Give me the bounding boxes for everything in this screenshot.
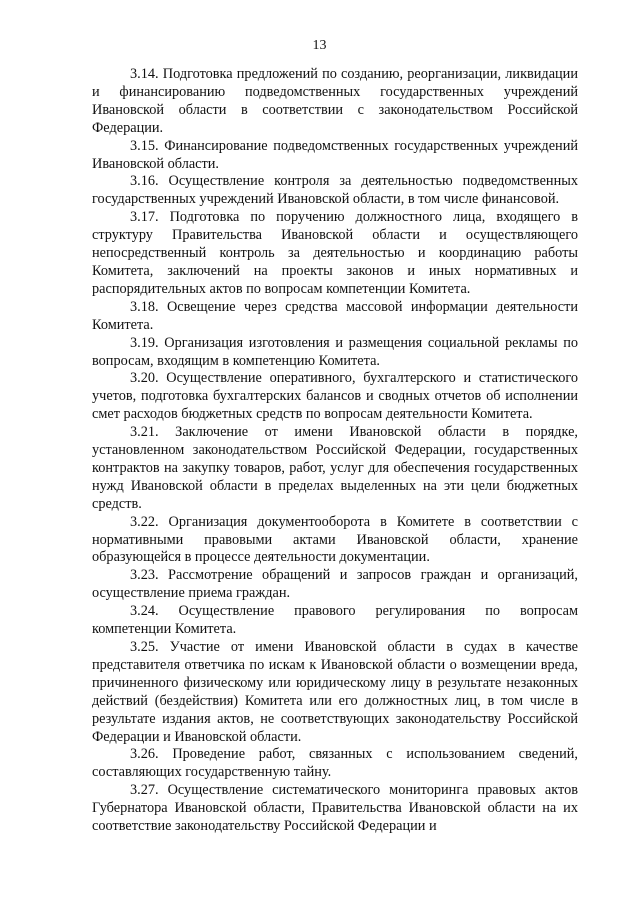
paragraph-3-22: 3.22. Организация документооборота в Комитете в соответствии с нормативными правовыми актами Ивановской области, хранение образующейся в процессе деятельности документации. xyxy=(92,513,578,566)
paragraph-3-17: 3.17. Подготовка по поручению должностного лица, входящего в структуру Правительства Ивановской области и осуществляющего непосредственный контроль за деятельностью и координацию работы Комитета, заключений на проекты законов и иных нормативных и распорядительных актов по вопросам компетенции Комитета. xyxy=(92,209,578,297)
paragraph-3-16: 3.16. Осуществление контроля за деятельностью подведомственных государственных учреждений Ивановской области, в том числе финансовой. xyxy=(92,173,578,208)
paragraph-3-21: 3.21. Заключение от имени Ивановской области в порядке, установленном законодательством Российской Федерации, государственных контрактов на закупку товаров, работ, услуг для обеспечения государственных нужд Ивановской области в пределах выделенных на эти цели бюджетных средств. xyxy=(92,424,578,512)
paragraph-3-24: 3.24. Осуществление правового регулирования по вопросам компетенции Комитета. xyxy=(92,603,578,638)
paragraph-3-26: 3.26. Проведение работ, связанных с использованием сведений, составляющих государственную тайну. xyxy=(92,746,578,781)
paragraph-3-14: 3.14. Подготовка предложений по созданию, реорганизации, ликвидации и финансированию подведомственных государственных учреждений Ивановской области в соответствии с законодательством Российской Федерации. xyxy=(92,66,578,136)
paragraph-3-27: 3.27. Осуществление систематического мониторинга правовых актов Губернатора Ивановской области, Правительства Ивановской области на их соответствие законодательству Российской Федерации и xyxy=(92,782,578,835)
paragraph-3-18: 3.18. Освещение через средства массовой информации деятельности Комитета. xyxy=(92,298,578,333)
paragraph-3-23: 3.23. Рассмотрение обращений и запросов граждан и организаций, осуществление приема граждан. xyxy=(92,567,578,602)
paragraph-3-25: 3.25. Участие от имени Ивановской области в судах в качестве представителя ответчика по искам к Ивановской области о возмещении вреда, причиненного физическому или юридическому лицу в результате незаконных действий (бездействия) Комитета или его должностных лиц, в том числе в результате издания актов, не соответствующих законодательству Российской Федерации и Ивановской области. xyxy=(92,639,578,745)
document-body xyxy=(92,66,578,836)
paragraph-3-15: 3.15. Финансирование подведомственных государственных учреждений Ивановской области. xyxy=(92,137,578,172)
paragraph-3-19: 3.19. Организация изготовления и размещения социальной рекламы по вопросам, входящим в компетенцию Комитета. xyxy=(92,334,578,369)
page-number: 13 xyxy=(312,38,327,53)
paragraph-3-20: 3.20. Осуществление оперативного, бухгалтерского и статистического учетов, подготовка бухгалтерских балансов и сводных отчетов об исполнении смет расходов бюджетных средств по вопросам деятельности Комитета. xyxy=(92,370,578,423)
